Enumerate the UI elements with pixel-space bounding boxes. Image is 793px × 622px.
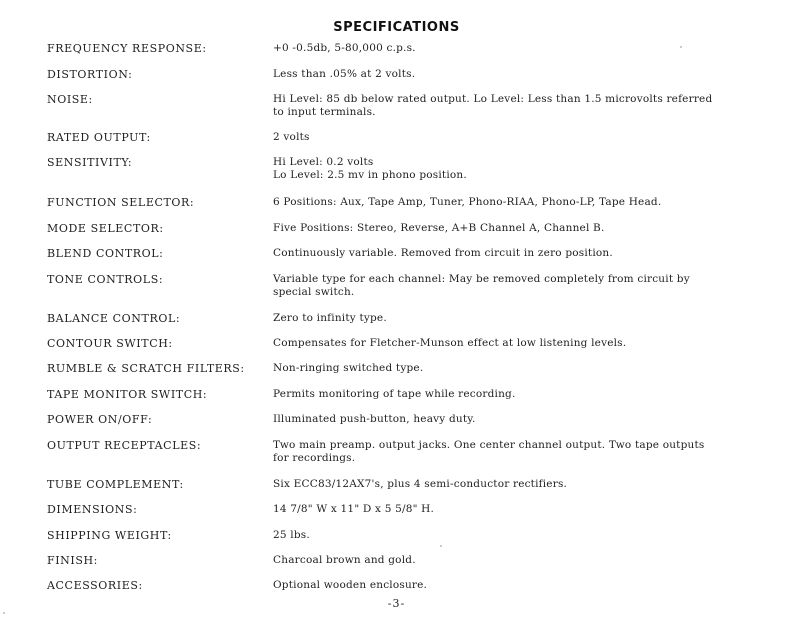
spec-value-line: Permits monitoring of tape while recording. — [273, 388, 516, 400]
spec-value-line: Less than .05% at 2 volts. — [273, 68, 416, 80]
spec-label: MODE SELECTOR: — [47, 222, 164, 235]
spec-value-line: Illuminated push-button, heavy duty. — [273, 413, 476, 425]
spec-label: DIMENSIONS: — [47, 503, 138, 516]
spec-label: BLEND CONTROL: — [47, 247, 164, 260]
spec-value-line: Two main preamp. output jacks. One center channel output. Two tape outputs — [273, 439, 705, 451]
spec-value — [273, 42, 763, 55]
spec-value-line: Six ECC83/12AX7's, plus 4 semi-conductor rectifiers. — [273, 478, 568, 490]
spec-value-line: Compensates for Fletcher-Munson effect at low listening levels. — [273, 337, 627, 349]
spec-value — [273, 247, 763, 260]
spec-value — [273, 388, 763, 401]
spec-value — [273, 478, 763, 491]
spec-label: TAPE MONITOR SWITCH: — [47, 388, 208, 401]
spec-value-line: to input terminals. — [273, 106, 376, 118]
spec-value — [273, 273, 763, 299]
spec-value — [273, 93, 763, 119]
scan-speck — [440, 545, 442, 547]
spec-value-line: 6 Positions: Aux, Tape Amp, Tuner, Phono-RIAA, Phono-LP, Tape Head. — [273, 196, 662, 208]
spec-value-line: Zero to infinity type. — [273, 312, 387, 324]
spec-label: FREQUENCY RESPONSE: — [47, 42, 207, 55]
spec-value-line: Hi Level: 0.2 volts — [273, 156, 374, 168]
spec-label: BALANCE CONTROL: — [47, 312, 181, 325]
spec-value — [273, 222, 763, 235]
spec-value — [273, 196, 763, 209]
spec-label: POWER ON/OFF: — [47, 413, 153, 426]
spec-label: FINISH: — [47, 554, 98, 567]
spec-value-line: 14 7/8" W x 11" D x 5 5/8" H. — [273, 503, 435, 515]
spec-value-line: Continuously variable. Removed from circuit in zero position. — [273, 247, 613, 259]
spec-value — [273, 579, 763, 592]
spec-label: RATED OUTPUT: — [47, 131, 151, 144]
spec-value — [273, 503, 763, 516]
spec-value-line: Charcoal brown and gold. — [273, 554, 416, 566]
spec-value-line: for recordings. — [273, 452, 356, 464]
page-title: SPECIFICATIONS — [333, 20, 460, 35]
spec-value-line: special switch. — [273, 286, 355, 298]
spec-value-line: Hi Level: 85 db below rated output. Lo Level: Less than 1.5 microvolts referred — [273, 93, 713, 105]
spec-label: CONTOUR SWITCH: — [47, 337, 173, 350]
spec-label: TONE CONTROLS: — [47, 273, 164, 286]
spec-value-line: Lo Level: 2.5 mv in phono position. — [273, 169, 467, 181]
spec-value — [273, 68, 763, 81]
spec-value — [273, 312, 763, 325]
spec-value — [273, 554, 763, 567]
spec-value — [273, 413, 763, 426]
spec-value — [273, 529, 763, 542]
spec-label: SHIPPING WEIGHT: — [47, 529, 172, 542]
spec-value — [273, 156, 763, 182]
spec-label: RUMBLE & SCRATCH FILTERS: — [47, 362, 245, 375]
spec-value-line: Non-ringing switched type. — [273, 362, 424, 374]
spec-label: OUTPUT RECEPTACLES: — [47, 439, 202, 452]
spec-value-line: Optional wooden enclosure. — [273, 579, 428, 591]
spec-value-line: Variable type for each channel: May be removed completely from circuit by — [273, 273, 690, 285]
scan-speck — [680, 46, 682, 48]
spec-label: NOISE: — [47, 93, 93, 106]
spec-value — [273, 337, 763, 350]
spec-value — [273, 131, 763, 144]
spec-value-line: Five Positions: Stereo, Reverse, A+B Channel A, Channel B. — [273, 222, 605, 234]
spec-value — [273, 362, 763, 375]
page-number: -3- — [387, 597, 406, 610]
spec-label: TUBE COMPLEMENT: — [47, 478, 184, 491]
spec-label: ACCESSORIES: — [47, 579, 143, 592]
scan-speck — [3, 612, 5, 614]
spec-label: DISTORTION: — [47, 68, 133, 81]
spec-value — [273, 439, 763, 465]
spec-label: FUNCTION SELECTOR: — [47, 196, 195, 209]
spec-value-line: +0 -0.5db, 5-80,000 c.p.s. — [273, 42, 416, 54]
spec-value-line: 25 lbs. — [273, 529, 310, 541]
spec-label: SENSITIVITY: — [47, 156, 133, 169]
spec-value-line: 2 volts — [273, 131, 310, 143]
